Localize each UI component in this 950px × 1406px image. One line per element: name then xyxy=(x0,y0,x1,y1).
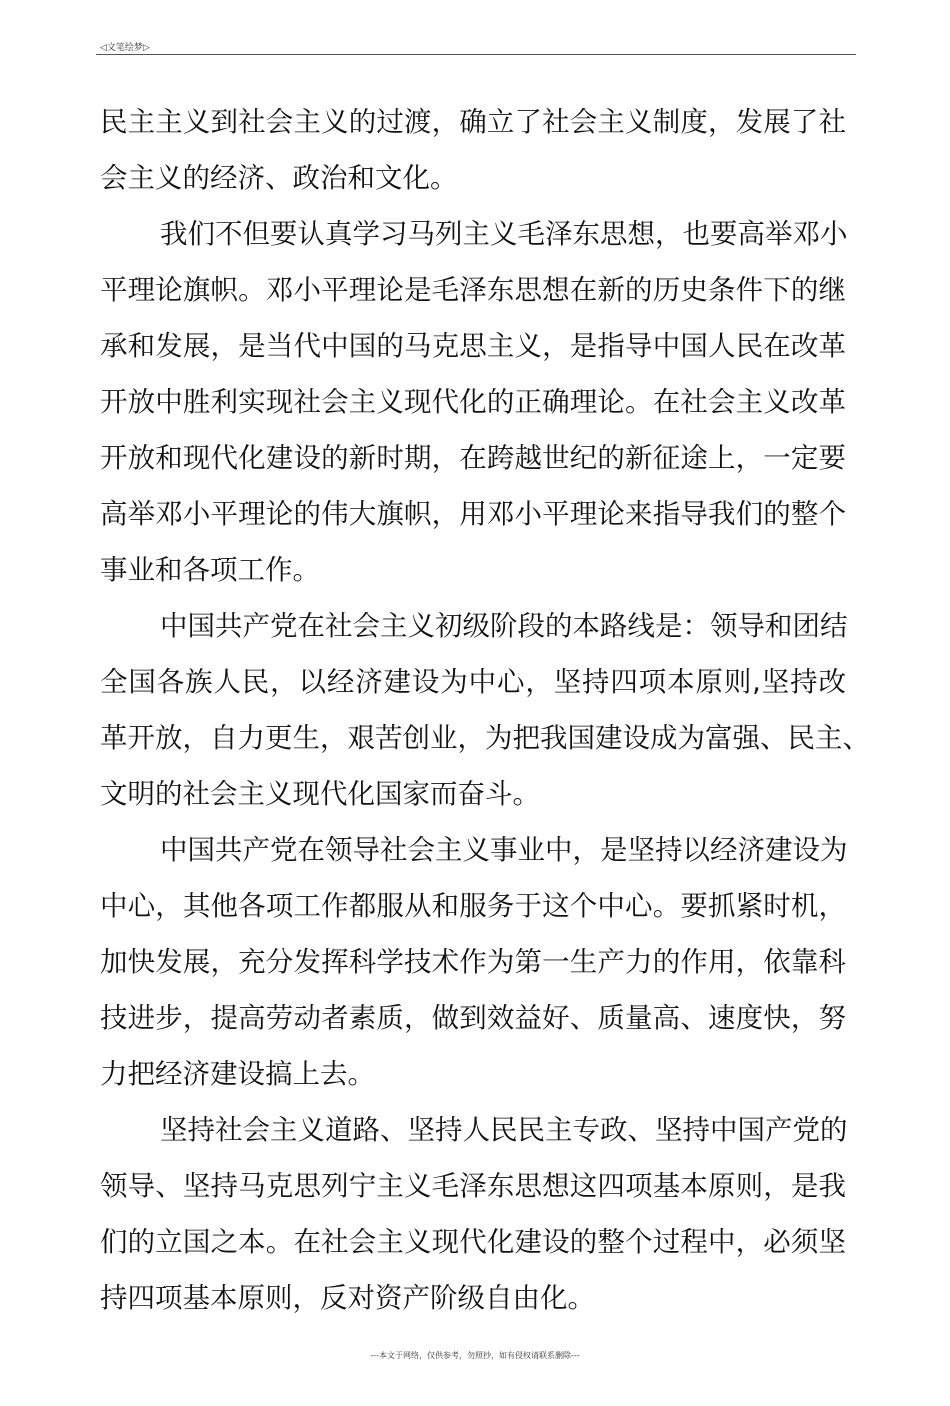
text-line: 承和发展，是当代中国的马克思主义，是指导中国人民在改革 xyxy=(100,330,846,362)
text-line: 会主义的经济、政治和文化。 xyxy=(100,162,458,194)
text-line: 事业和各项工作。 xyxy=(100,554,320,586)
text-line: 我们不但要认真学习马列主义毛泽东思想，也要高举邓小 xyxy=(160,218,848,250)
text-line: 技进步，提高劳动者素质，做到效益好、质量高、速度快，努 xyxy=(100,1002,846,1034)
header-divider xyxy=(96,54,856,55)
text-line: 中国共产党在领导社会主义事业中，是坚持以经济建设为 xyxy=(160,834,848,866)
paragraph-2 xyxy=(100,206,846,598)
text-line: 高举邓小平理论的伟大旗帜，用邓小平理论来指导我们的整个 xyxy=(100,498,846,530)
footer-disclaimer: ---本文于网络，仅供参考，勿照抄，如有侵权请联系删除--- xyxy=(370,1351,580,1360)
text-line: 持四项基本原则，反对资产阶级自由化。 xyxy=(100,1282,595,1314)
text-line: 全国各族人民，以经济建设为中心，坚持四项本原则,坚持改 xyxy=(100,666,846,698)
text-line: 们的立国之本。在社会主义现代化建设的整个过程中，必须坚 xyxy=(100,1226,846,1258)
paragraph-3 xyxy=(100,598,870,822)
text-line: 平理论旗帜。邓小平理论是毛泽东思想在新的历史条件下的继 xyxy=(100,274,846,306)
text-line: 革开放，自力更生，艰苦创业，为把我国建设成为富强、民主、 xyxy=(100,722,870,754)
text-line: 文明的社会主义现代化国家而奋斗。 xyxy=(100,778,540,810)
text-line: 领导、坚持马克思列宁主义毛泽东思想这四项基本原则，是我 xyxy=(100,1170,846,1202)
text-line: 民主主义到社会主义的过渡，确立了社会主义制度，发展了社 xyxy=(100,106,846,138)
text-line: 力把经济建设搞上去。 xyxy=(100,1058,375,1090)
text-line: 加快发展，充分发挥科学技术作为第一生产力的作用，依靠科 xyxy=(100,946,846,978)
header-mark: ◁文笔绘梦▷ xyxy=(100,43,150,53)
text-line: 坚持社会主义道路、坚持人民民主专政、坚持中国产党的 xyxy=(160,1114,848,1146)
paragraph-4 xyxy=(100,822,846,1102)
text-line: 中心，其他各项工作都服从和服务于这个中心。要抓紧时机， xyxy=(100,890,846,922)
document-body xyxy=(100,94,870,1326)
text-line: 中国共产党在社会主义初级阶段的本路线是：领导和团结 xyxy=(160,610,848,642)
text-line: 开放中胜利实现社会主义现代化的正确理论。在社会主义改革 xyxy=(100,386,846,418)
paragraph-5 xyxy=(100,1102,846,1326)
paragraph-1 xyxy=(100,94,846,206)
text-line: 开放和现代化建设的新时期，在跨越世纪的新征途上，一定要 xyxy=(100,442,846,474)
